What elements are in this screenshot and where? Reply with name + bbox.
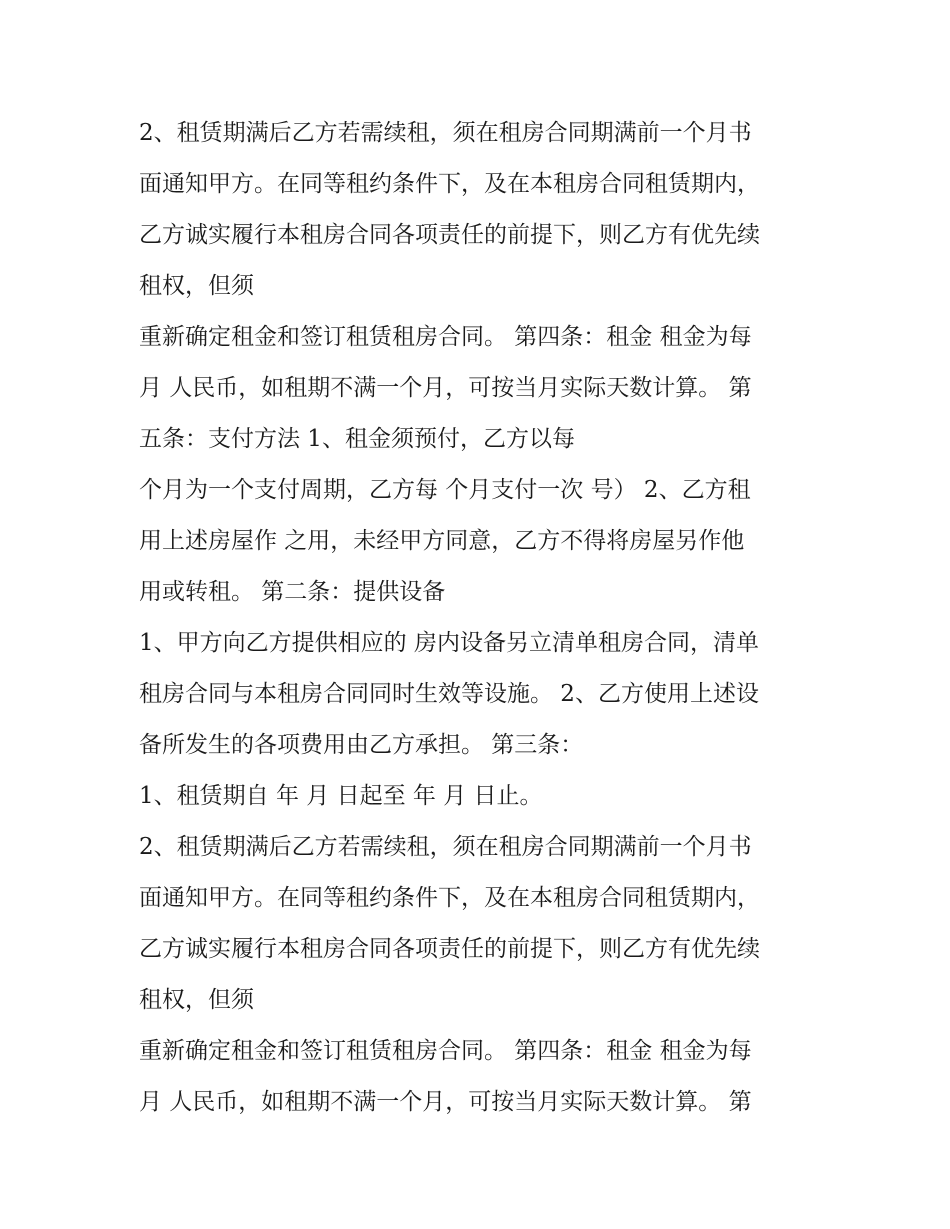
text-line: 2、租赁期满后乙方若需续租，须在租房合同期满前一个月书 — [139, 120, 752, 146]
text-line: 1、租赁期自 年 月 日起至 年 月 日止。 — [139, 783, 543, 809]
text-line: 五条：支付方法 1、租金须预付，乙方以每 — [139, 426, 575, 452]
text-line: 乙方诚实履行本租房合同各项责任的前提下，则乙方有优先续 — [139, 222, 760, 248]
text-line: 重新确定租金和签订租赁租房合同。 第四条：租金 租金为每 — [139, 324, 752, 350]
text-line: 用或转租。 第二条：提供设备 — [139, 579, 446, 605]
text-line: 月 人民币，如租期不满一个月，可按当月实际天数计算。 第 — [139, 375, 752, 401]
text-line: 面通知甲方。在同等租约条件下，及在本租房合同租赁期内， — [139, 171, 760, 197]
text-line: 租权，但须 — [139, 273, 254, 299]
text-line: 个月为一个支付周期，乙方每 个月支付一次 号） 2、乙方租 — [139, 477, 751, 503]
text-line: 乙方诚实履行本租房合同各项责任的前提下，则乙方有优先续 — [139, 936, 760, 962]
text-line: 2、租赁期满后乙方若需续租，须在租房合同期满前一个月书 — [139, 834, 752, 860]
text-line: 重新确定租金和签订租赁租房合同。 第四条：租金 租金为每 — [139, 1038, 752, 1064]
text-line: 租权，但须 — [139, 987, 254, 1013]
text-line: 备所发生的各项费用由乙方承担。 第三条： — [139, 732, 584, 758]
text-line: 租房合同与本租房合同同时生效等设施。 2、乙方使用上述设 — [139, 681, 759, 707]
text-line: 用上述房屋作 之用，未经甲方同意，乙方不得将房屋另作他 — [139, 528, 745, 554]
text-line: 月 人民币，如租期不满一个月，可按当月实际天数计算。 第 — [139, 1089, 752, 1115]
contract-text-body — [139, 108, 819, 1128]
text-line: 面通知甲方。在同等租约条件下，及在本租房合同租赁期内， — [139, 885, 760, 911]
text-line: 1、甲方向乙方提供相应的 房内设备另立清单租房合同，清单 — [139, 630, 759, 656]
